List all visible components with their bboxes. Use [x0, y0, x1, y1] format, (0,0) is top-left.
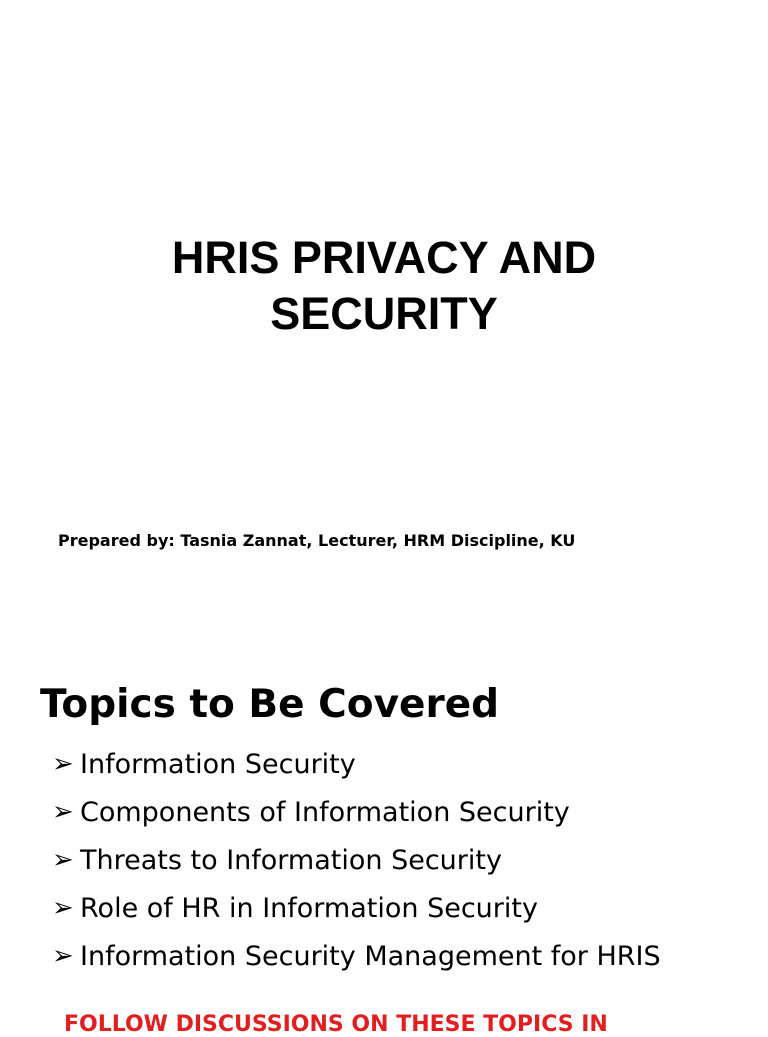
slide-title: [0, 230, 768, 342]
arrow-bullet-icon: ➢: [52, 749, 74, 779]
topics-heading: Topics to Be Covered: [40, 682, 500, 728]
topic-label: Components of Information Security: [80, 796, 570, 828]
topic-list: [52, 740, 661, 980]
title-line-1: HRIS PRIVACY AND: [171, 232, 597, 284]
topic-label: Threats to Information Security: [80, 844, 502, 876]
arrow-bullet-icon: ➢: [52, 845, 74, 875]
list-item: [52, 884, 661, 932]
list-item: [52, 740, 661, 788]
arrow-bullet-icon: ➢: [52, 797, 74, 827]
list-item: [52, 836, 661, 884]
list-item: [52, 788, 661, 836]
prepared-by-text: Prepared by: Tasnia Zannat, Lecturer, HRM Discipline, KU: [58, 531, 576, 550]
topic-label: Role of HR in Information Security: [80, 892, 538, 924]
arrow-bullet-icon: ➢: [52, 893, 74, 923]
topic-label: Information Security Management for HRIS: [80, 940, 661, 972]
footer-note: FOLLOW DISCUSSIONS ON THESE TOPICS IN: [64, 1012, 608, 1037]
title-line-2: SECURITY: [270, 288, 498, 340]
list-item: [52, 932, 661, 980]
arrow-bullet-icon: ➢: [52, 941, 74, 971]
topics-slide: [0, 610, 768, 1037]
topic-label: Information Security: [80, 748, 356, 780]
